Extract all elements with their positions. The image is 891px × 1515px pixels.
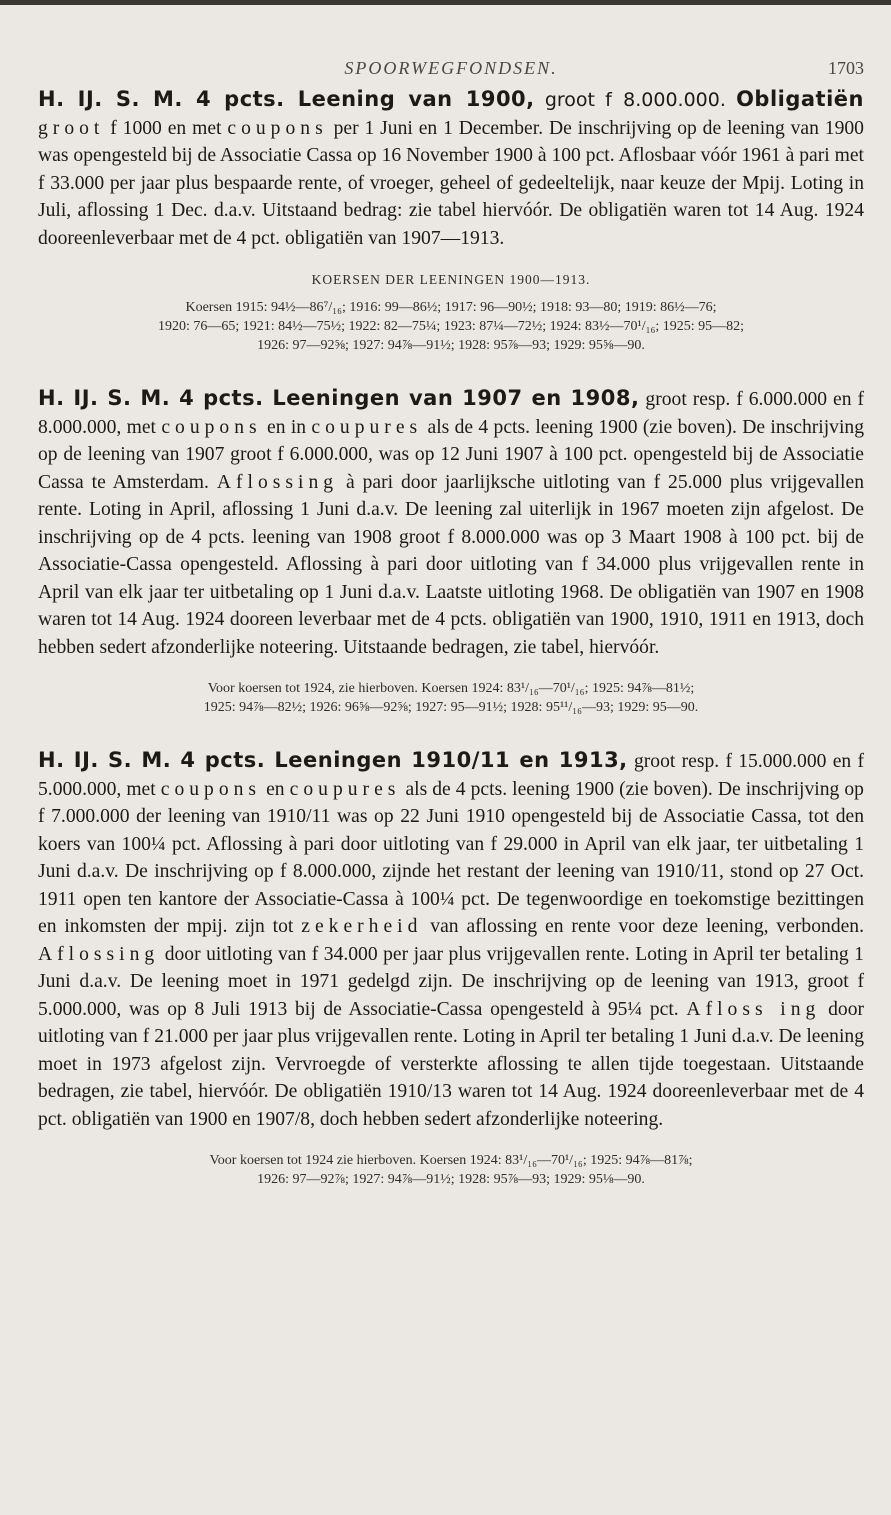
- section-leening-1900: [38, 86, 864, 355]
- rates-line: Voor koersen tot 1924, zie hierboven. Koersen 1924: 83¹/₁₆—70¹/₁₆; 1925: 94⅞—81½;: [207, 681, 695, 696]
- section-paragraph: [38, 385, 864, 661]
- section-heading: H. IJ. S. M. 4 pcts. Leeningen 1910/11 en 1913,: [38, 748, 628, 772]
- scan-top-edge: [0, 0, 891, 5]
- running-head: [38, 50, 864, 86]
- text-run: en in: [267, 416, 307, 438]
- spaced-word: coupons: [160, 778, 262, 800]
- section-paragraph: [38, 747, 864, 1133]
- document-page: [38, 50, 864, 1219]
- rates-table-title: KOERSEN DER LEENINGEN 1900—1913.: [311, 272, 591, 287]
- text-run: als de 4 pcts. leening 1900 (zie boven). De inschrijving op f 7.000.000 der leening van 1910/11 was op 22 Juni 1910 opengesteld bij de Associatie Cassa, tot den koers van 100¼ pct. Aflossing à pari door uitloting van f 29.000 in April van elk jaar, ter uitbetaling 1 Juni d.a.v. De inschrijving op f 8.000.000, zijnde het restant der leening van 1910/11, stond op 27 Oct. 1911 open ten kantore der Associatie-Cassa à 100¼ pct. De tegenwoordige en toekomstige bezittingen en inkomsten der mpij. zijn tot: [38, 778, 864, 937]
- text-run: à pari door jaarlijksche uitloting van f 25.000 plus vrijgevallen rente. Loting in April, aflossing 1 Juni d.a.v. De leening zal uiterlijk in 1967 moeten zijn afgelost. De inschrijving op de 4 pcts. leening van 1908 groot f 8.000.000 was op 3 Maart 1908 à 100 pct. bij de Associatie-Cassa opengesteld. Aflossing à pari door uitloting van f 34.000 plus vrijgevallen rente in April van elk jaar ter uitbetaling op 1 Juni d.a.v. Laatste uitloting 1968. De obligatiën van 1907 en 1908 waren tot 14 Aug. 1924 dooreen leverbaar met de 4 pcts. obligatiën van 1900, 1910, 1911 en 1913, doch hebben sedert afzonderlijke noteering. Uitstaande bedragen, zie tabel, hiervóór.: [38, 471, 864, 658]
- text-run: groot: [544, 89, 595, 111]
- spaced-word: groot: [38, 117, 105, 139]
- rates-line: 1926: 97—92⅝; 1927: 94⅞—91½; 1928: 95⅞—93; 1929: 95⅝—90.: [257, 338, 645, 353]
- spaced-word: coupons: [161, 416, 262, 438]
- rates-line: 1920: 76—65; 1921: 84½—75½; 1922: 82—75¼; 1923: 87¼—72½; 1924: 83½—70¹/₁₆; 1925: 95—82;: [157, 319, 745, 334]
- text-run: en: [266, 778, 285, 800]
- section-paragraph: [38, 86, 864, 252]
- section-leeningen-1910-1913: [38, 747, 864, 1189]
- spaced-word: coupons: [227, 117, 328, 139]
- spaced-word: Aflossing: [38, 943, 160, 965]
- rates-line: Koersen 1915: 94½—86⁷/₁₆; 1916: 99—86½; 1917: 96—90½; 1918: 93—80; 1919: 86½—76;: [185, 300, 717, 315]
- text-run: f 1000 en met: [110, 117, 222, 139]
- rates-line: Voor koersen tot 1924 zie hierboven. Koersen 1924: 83¹/₁₆—70¹/₁₆; 1925: 94⅞—81⅞;: [209, 1153, 693, 1168]
- text-run: door uitloting van f 34.000 per jaar plus vrijgevallen rente. Loting in April ter betaling 1 Juni d.a.v. De leening moet in 1971 gedelgd zijn. De inschrijving op de leening van 1913, groot f 5.000.000, was op 8 Juli 1913 bij de Associatie-Cassa opengesteld à 95¼ pct.: [38, 943, 864, 1020]
- section-heading: H. IJ. S. M. 4 pcts. Leening van 1900,: [38, 87, 535, 111]
- text-run: per 1 Juni en 1 December. De inschrijving op de leening van 1900 was opengesteld bij de Associatie Cassa op 16 November 1900 à 100 pct. Aflosbaar vóór 1961 à pari met f 33.000 per jaar plus bespaarde rente, of vroeger, geheel of gedeeltelijk, naar keuze der Mpij. Loting in Juli, aflossing 1 Dec. d.a.v. Uitstaand bedrag: zie tabel hiervóór. De obligatiën waren tot 14 Aug. 1924 dooreenleverbaar met de 4 pct. obligatiën van 1907—1913.: [38, 117, 864, 249]
- rates-block: [38, 1151, 864, 1189]
- rates-line: 1926: 97—92⅞; 1927: 94⅞—91½; 1928: 95⅞—93; 1929: 95⅛—90.: [257, 1172, 645, 1187]
- text-run: door uitloting van f 21.000 per jaar plus vrijgevallen rente. Loting in April ter betaling 1 Juni d.a.v. De leening moet in 1973 afgelost zijn. Vervroegde of versterkte aflossing te allen tijde toegestaan. Uitstaande bedragen, zie tabel, hiervóór. De obligatiën 1910/13 waren tot 14 Aug. 1924 dooreenleverbaar met de 4 pct. obligatiën van 1900 en 1907/8, doch hebben sedert afzonderlijke noteering.: [38, 998, 865, 1130]
- section-heading: H. IJ. S. M. 4 pcts. Leeningen van 1907 en 1908,: [38, 386, 640, 410]
- spaced-word: coupures: [311, 416, 423, 438]
- section-leeningen-1907-1908: [38, 385, 864, 717]
- text-run: als de 4 pcts. leening 1900 (zie boven). De inschrijving op de leening van 1907 groot f 6.000.000, was op 12 Juni 1907 à 100 pct. opengesteld bij de Associatie Cassa te Amsterdam.: [38, 416, 865, 493]
- running-title: SPOORWEGFONDSEN.: [344, 58, 558, 78]
- rates-block: [38, 679, 864, 717]
- text-run: groot resp. f 15.000.000 en f 5.000.000, met: [38, 751, 865, 800]
- text-run: groot resp. f 6.000.000 en f 8.000.000, met: [38, 389, 865, 438]
- page-number: 1703: [828, 58, 864, 78]
- spaced-word: coupures: [289, 778, 401, 800]
- text-run: f 8.000.000.: [605, 89, 726, 111]
- obligatien-label: Obligatiën: [736, 87, 864, 111]
- spaced-word: Afloss ing: [686, 998, 821, 1020]
- spaced-word: Aflossing: [216, 471, 339, 493]
- text-run: van aflossing en rente voor deze leening, verbonden.: [430, 916, 865, 937]
- spaced-word: zekerheid: [301, 916, 423, 937]
- rates-line: 1925: 94⅞—82½; 1926: 96⅝—92⅝; 1927: 95—91½; 1928: 95¹¹/₁₆—93; 1929: 95—90.: [203, 700, 699, 715]
